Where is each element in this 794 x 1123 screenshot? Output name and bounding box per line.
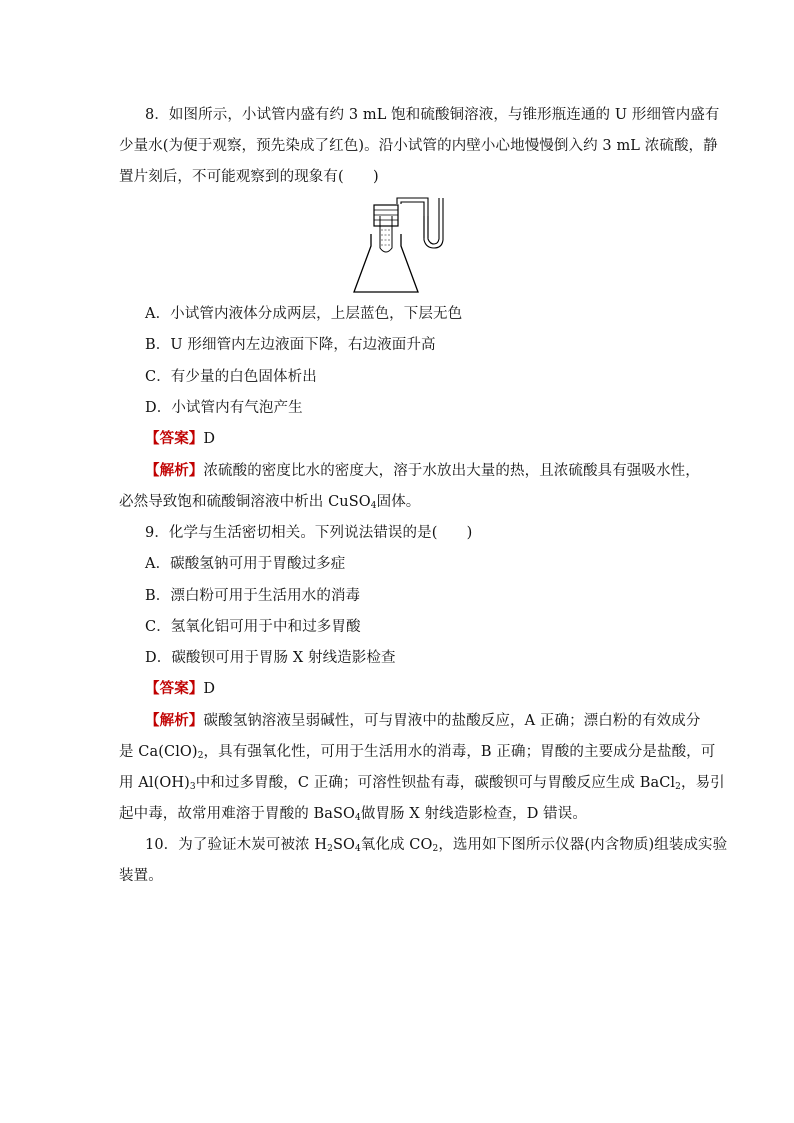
answer-tag: 【答案】 bbox=[145, 430, 204, 447]
subscript: 2 bbox=[675, 782, 681, 792]
analysis-tag: 【解析】 bbox=[145, 712, 204, 729]
text: 用 Al(OH) bbox=[119, 775, 190, 791]
q9-analysis-line4 bbox=[119, 802, 587, 823]
q8-analysis-line1 bbox=[145, 459, 700, 480]
text: SO bbox=[332, 837, 355, 853]
text: ，具有强氧化性，可用于生活用水的消毒，B 正确；胃酸的主要成分是盐酸，可 bbox=[203, 744, 716, 760]
subscript: 2 bbox=[432, 844, 439, 854]
q9-answer bbox=[145, 677, 215, 698]
text: 中和过多胃酸，C 正确；可溶性钡盐有毒，碳酸钡可与胃酸反应生成 BaCl bbox=[195, 775, 676, 791]
q9-option-d: D．碳酸钡可用于胃肠 X 射线造影检查 bbox=[145, 650, 396, 666]
answer-value: D bbox=[203, 681, 216, 697]
q8-stem-line3: 置片刻后，不可能观察到的现象有( ) bbox=[119, 169, 379, 185]
q9-option-a: A．碳酸氢钠可用于胃酸过多症 bbox=[145, 556, 346, 572]
q8-option-d: D．小试管内有气泡产生 bbox=[145, 400, 303, 416]
q9-analysis-line3 bbox=[119, 771, 725, 792]
q8-answer bbox=[145, 427, 215, 448]
q8-stem-line2: 少量水(为便于观察，预先染成了红色)。沿小试管的内壁小心地慢慢倒入约 3 mL 浓硫酸，静 bbox=[119, 138, 718, 154]
q9-option-c: C．氢氧化铝可用于中和过多胃酸 bbox=[145, 619, 361, 635]
q9-analysis-line2 bbox=[119, 740, 715, 761]
q8-option-c: C．有少量的白色固体析出 bbox=[145, 369, 317, 385]
text: ，易引 bbox=[680, 775, 725, 791]
subscript: 2 bbox=[327, 844, 333, 854]
analysis-tag: 【解析】 bbox=[145, 462, 204, 479]
q8-option-b: B．U 形细管内左边液面下降，右边液面升高 bbox=[145, 337, 436, 353]
flask-apparatus-figure bbox=[346, 196, 452, 294]
q9-analysis-line1 bbox=[145, 709, 700, 730]
subscript: 2 bbox=[197, 751, 204, 761]
text: ，选用如下图所示仪器(内含物质)组装成实验 bbox=[438, 837, 728, 853]
subscript: 4 bbox=[370, 501, 377, 511]
q8-option-a: A．小试管内液体分成两层，上层蓝色，下层无色 bbox=[145, 306, 463, 322]
text: 必然导致饱和硫酸铜溶液中析出 CuSO bbox=[119, 494, 371, 510]
subscript: 3 bbox=[189, 782, 196, 792]
answer-tag: 【答案】 bbox=[145, 680, 204, 697]
text: 10．为了验证木炭可被浓 H bbox=[145, 837, 328, 853]
text: 做胃肠 X 射线造影检查，D 错误。 bbox=[360, 806, 587, 822]
subscript: 4 bbox=[355, 813, 361, 823]
q9-option-b: B．漂白粉可用于生活用水的消毒 bbox=[145, 588, 361, 604]
q10-stem-line2: 装置。 bbox=[119, 868, 163, 884]
analysis-text: 碳酸氢钠溶液呈弱碱性，可与胃液中的盐酸反应，A 正确；漂白粉的有效成分 bbox=[203, 713, 701, 729]
analysis-text: 浓硫酸的密度比水的密度大，溶于水放出大量的热，且浓硫酸具有强吸水性， bbox=[203, 463, 700, 479]
text: 是 Ca(ClO) bbox=[119, 744, 198, 760]
q9-stem: 9．化学与生活密切相关。下列说法错误的是( ) bbox=[145, 525, 473, 541]
text: 固体。 bbox=[376, 494, 421, 510]
q10-stem-line1 bbox=[145, 833, 727, 854]
q8-stem-line1: 8．如图所示，小试管内盛有约 3 mL 饱和硫酸铜溶液，与锥形瓶连通的 U 形细管内盛有 bbox=[145, 107, 720, 123]
q8-analysis-line2 bbox=[119, 490, 420, 511]
subscript: 4 bbox=[354, 844, 361, 854]
answer-value: D bbox=[203, 431, 216, 447]
text: 氧化成 CO bbox=[360, 837, 433, 853]
text: 起中毒，故常用难溶于胃酸的 BaSO bbox=[119, 806, 356, 822]
